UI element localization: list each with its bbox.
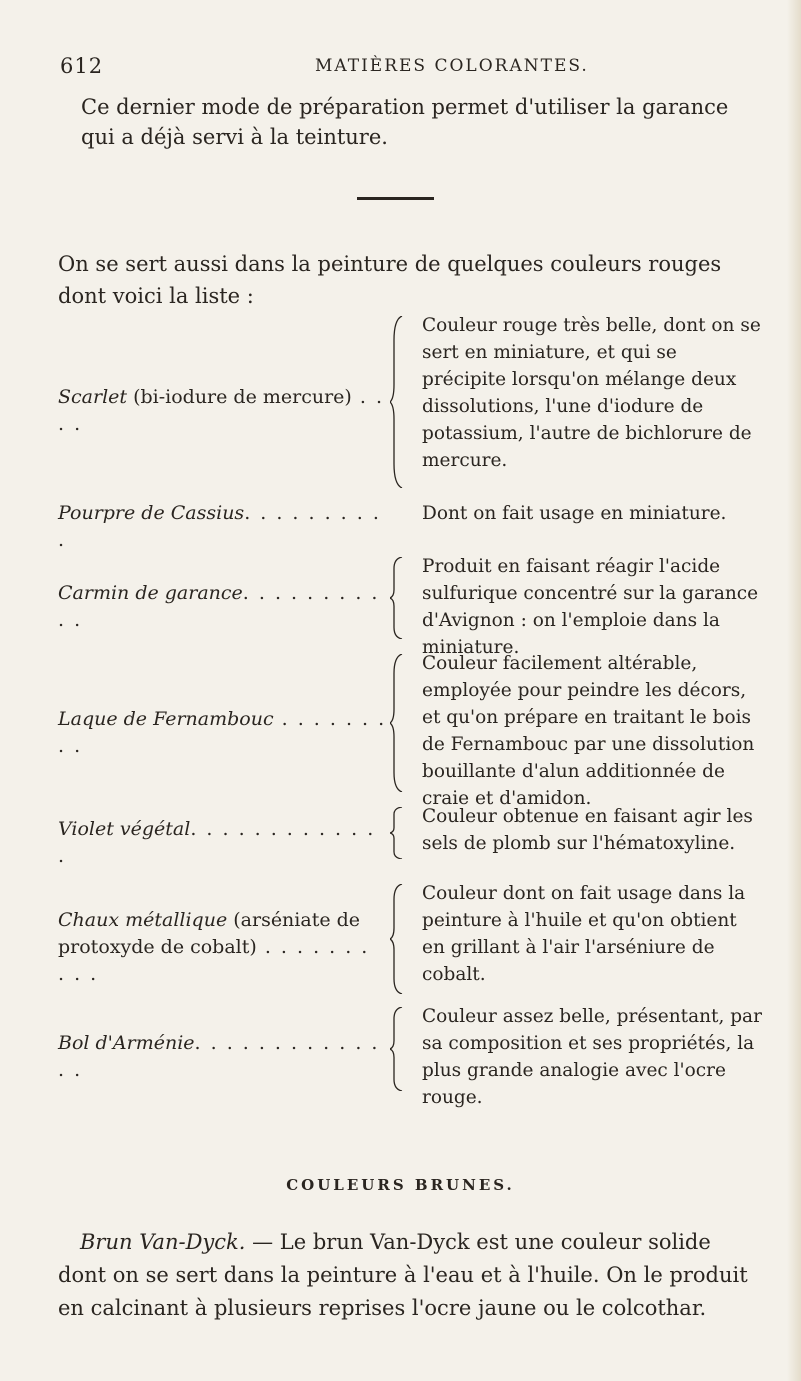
brace-icon [390, 1007, 406, 1091]
closing-text: — Le brun Van-Dyck est une couleur solide dont on se sert dans la peinture à l'eau et à l'huile. On le produit en calcinant à plusieurs reprises l'ocre jaune ou le colcothar. [58, 1230, 748, 1320]
closing-term: Brun Van-Dyck. [80, 1230, 246, 1254]
entry-term: Scarlet (bi-iodure de mercure) . . . . [58, 386, 385, 435]
entry-carmin [0, 553, 801, 658]
entry-term: Violet végétal. . . . . . . . . . . . . [58, 818, 376, 867]
section-divider [357, 197, 434, 200]
brace-icon [390, 884, 406, 994]
brace-icon [390, 807, 406, 859]
entry-chaux [0, 880, 801, 995]
entry-term: Chaux métallique (arséniate de protoxyde de cobalt) . . . . . . . . . . [58, 909, 370, 985]
section-title: COULEURS BRUNES. [286, 1176, 515, 1194]
closing-paragraph [58, 1226, 763, 1325]
page-edge [787, 0, 801, 1381]
entry-term: Pourpre de Cassius. . . . . . . . . . [58, 502, 381, 551]
brace-icon [390, 316, 406, 488]
entry-scarlet [0, 312, 801, 488]
entry-description: Couleur dont on fait usage dans la peinture à l'huile et qu'on obtient en grillant à l'air l'arséniure de cobalt. [422, 883, 746, 985]
entry-term: Laque de Fernambouc . . . . . . . . . [58, 708, 387, 757]
entry-violet [0, 803, 801, 867]
entry-description: Couleur assez belle, présentant, par sa composition et ses propriétés, la plus grande analogie avec l'ocre rouge. [422, 1006, 762, 1108]
entry-description: Couleur obtenue en faisant agir les sels de plomb sur l'hématoxyline. [422, 806, 753, 854]
running-title: MATIÈRES COLORANTES. [315, 56, 589, 76]
entry-description: Dont on fait usage en miniature. [422, 503, 727, 524]
page-number: 612 [60, 54, 104, 78]
brace-icon [390, 557, 406, 639]
entry-term: Bol d'Arménie. . . . . . . . . . . . . . [58, 1032, 380, 1081]
entry-bol [0, 1003, 801, 1108]
entry-term: Carmin de garance. . . . . . . . . . . [58, 582, 380, 631]
entry-description: Couleur rouge très belle, dont on se sert en miniature, et qui se précipite lorsqu'on mélange deux dissolutions, l'une d'iodure de potassium, l'autre de bichlorure de mercure. [422, 315, 761, 471]
entry-pourpre [0, 500, 801, 551]
entry-laque [0, 650, 801, 809]
entry-description: Couleur facilement altérable, employée pour peindre les décors, et qu'on prépare en traitant le bois de Fernambouc par une dissolution bouillante d'alun additionnée de craie et d'amidon. [422, 653, 755, 809]
entry-description: Produit en faisant réagir l'acide sulfurique concentré sur la garance d'Avignon : on l'emploie dans la miniature. [422, 556, 759, 658]
page-header [60, 54, 760, 82]
intro-paragraph: Ce dernier mode de préparation permet d'utiliser la garance qui a déjà servi à la teinture. [81, 95, 729, 149]
list-intro: On se sert aussi dans la peinture de quelques couleurs rouges dont voici la liste : [58, 252, 722, 308]
brace-icon [390, 654, 406, 792]
